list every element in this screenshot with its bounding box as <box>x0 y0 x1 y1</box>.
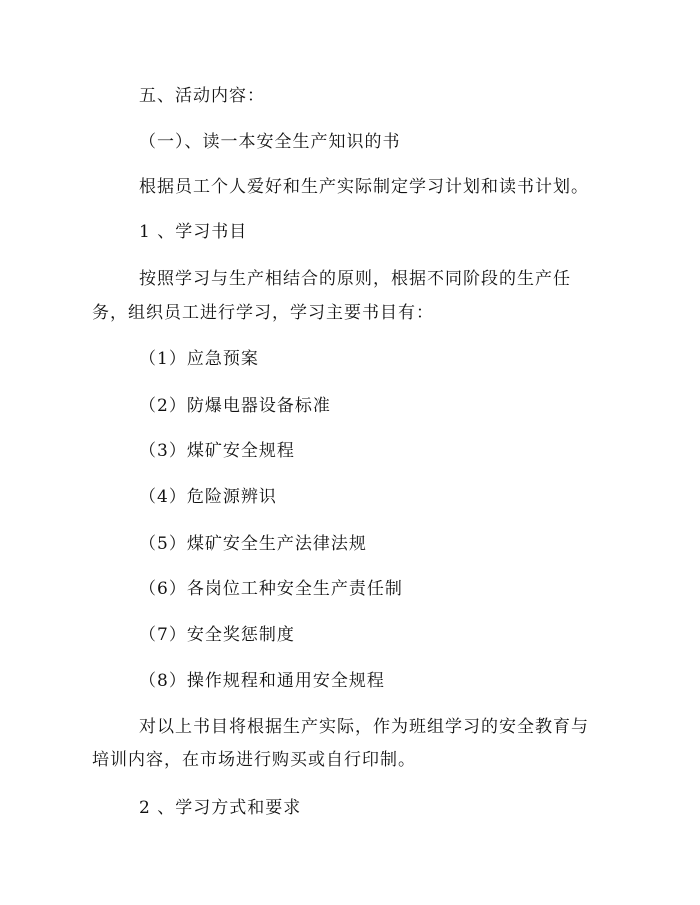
book-list-item: （4）危险源辨识 <box>139 487 277 507</box>
book-list-item: （2）防爆电器设备标准 <box>139 396 331 416</box>
intro-paragraph: 根据员工个人爱好和生产实际制定学习计划和读书计划。 <box>139 177 589 197</box>
purchase-paragraph-line1: 对以上书目将根据生产实际，作为班组学习的安全教育与 <box>139 717 589 737</box>
item1-heading: 1 、学习书目 <box>139 222 248 242</box>
section-heading: 五、活动内容： <box>139 86 265 106</box>
books-paragraph-line1: 按照学习与生产相结合的原则，根据不同阶段的生产任 <box>139 269 571 289</box>
books-paragraph-line2: 务，组织员工进行学习，学习主要书目有： <box>92 303 434 323</box>
book-list-item: （8）操作规程和通用安全规程 <box>139 671 385 691</box>
subsection-heading: （一）、读一本安全生产知识的书 <box>139 132 401 152</box>
book-list-item: （6）各岗位工种安全生产责任制 <box>139 579 403 599</box>
item2-heading: 2 、学习方式和要求 <box>139 798 302 818</box>
purchase-paragraph-line2: 培训内容，在市场进行购买或自行印制。 <box>92 750 416 770</box>
book-list-item: （3）煤矿安全规程 <box>139 441 295 461</box>
book-list-item: （5）煤矿安全生产法律法规 <box>139 534 367 554</box>
book-list-item: （1）应急预案 <box>139 349 259 369</box>
book-list-item: （7）安全奖惩制度 <box>139 625 295 645</box>
